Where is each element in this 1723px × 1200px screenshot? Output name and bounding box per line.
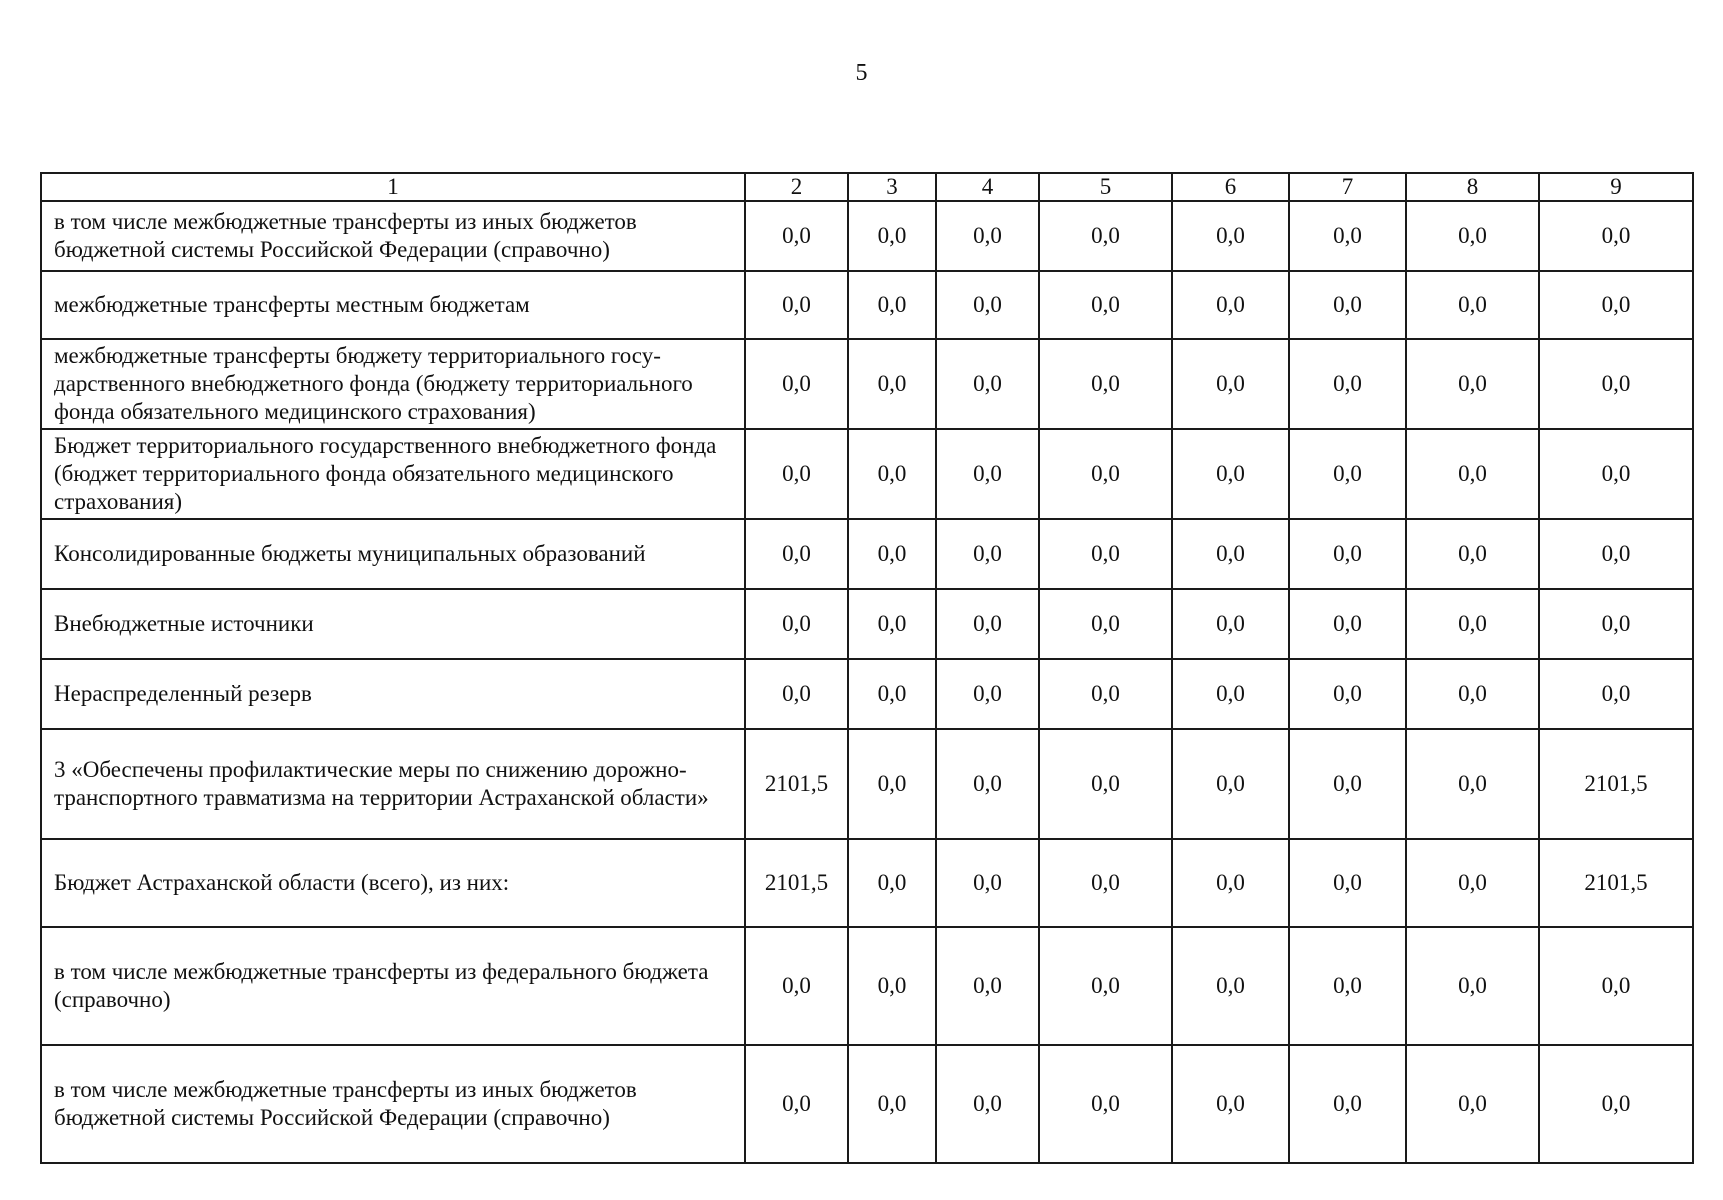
value-cell: 0,0	[936, 1045, 1039, 1163]
value-cell: 0,0	[1039, 839, 1172, 927]
value-cell: 0,0	[745, 589, 848, 659]
value-cell: 0,0	[936, 271, 1039, 339]
value-cell: 0,0	[1289, 201, 1406, 271]
value-cell: 0,0	[936, 339, 1039, 429]
row-label: Внебюджетные источники	[41, 589, 745, 659]
value-cell: 0,0	[1039, 729, 1172, 839]
value-cell: 0,0	[745, 519, 848, 589]
value-cell: 0,0	[848, 589, 936, 659]
value-cell: 0,0	[1172, 339, 1289, 429]
value-cell: 0,0	[1539, 339, 1693, 429]
value-cell: 0,0	[848, 201, 936, 271]
value-cell: 0,0	[848, 729, 936, 839]
page-number: 5	[855, 60, 868, 86]
value-cell: 2101,5	[1539, 839, 1693, 927]
value-cell: 0,0	[1289, 1045, 1406, 1163]
value-cell: 0,0	[1172, 729, 1289, 839]
value-cell: 0,0	[1289, 729, 1406, 839]
row-label: Бюджет территориального государственного внебюджетного фонда (бюджет территориального фонда обязательного медицинского страхования)	[41, 429, 745, 519]
value-cell: 0,0	[936, 589, 1039, 659]
value-cell: 0,0	[1039, 339, 1172, 429]
value-cell: 2101,5	[745, 839, 848, 927]
value-cell: 0,0	[1539, 201, 1693, 271]
row-label: Бюджет Астраханской области (всего), из них:	[41, 839, 745, 927]
value-cell: 0,0	[745, 339, 848, 429]
value-cell: 0,0	[848, 429, 936, 519]
value-cell: 0,0	[936, 729, 1039, 839]
row-label: межбюджетные трансферты местным бюджетам	[41, 271, 745, 339]
value-cell: 0,0	[1289, 659, 1406, 729]
row-label: Нераспределенный резерв	[41, 659, 745, 729]
table-row	[41, 519, 1693, 589]
table-row	[41, 659, 1693, 729]
value-cell: 0,0	[936, 839, 1039, 927]
row-label: в том числе межбюджетные трансферты из федерального бюджета (справочно)	[41, 927, 745, 1045]
table-row	[41, 201, 1693, 271]
table-row	[41, 729, 1693, 839]
value-cell: 0,0	[1539, 429, 1693, 519]
value-cell: 0,0	[1039, 589, 1172, 659]
column-header: 6	[1172, 173, 1289, 201]
value-cell: 0,0	[1539, 927, 1693, 1045]
value-cell: 0,0	[1406, 589, 1539, 659]
value-cell: 0,0	[848, 927, 936, 1045]
value-cell: 0,0	[1172, 519, 1289, 589]
row-label: Консолидированные бюджеты муниципальных образований	[41, 519, 745, 589]
value-cell: 0,0	[848, 659, 936, 729]
value-cell: 0,0	[1172, 839, 1289, 927]
value-cell: 0,0	[1039, 1045, 1172, 1163]
row-label: 3 «Обеспечены профилактические меры по снижению дорожно-транспортного травматизма на территории Астраханской области»	[41, 729, 745, 839]
value-cell: 0,0	[1172, 271, 1289, 339]
value-cell: 0,0	[1406, 271, 1539, 339]
budget-table	[40, 172, 1694, 1164]
row-label: межбюджетные трансферты бюджету территориального государственного внебюджетного фонда (бюджету территориального фонда обязательного медицинского страхования)	[41, 339, 745, 429]
value-cell: 0,0	[936, 519, 1039, 589]
table-row	[41, 429, 1693, 519]
value-cell: 0,0	[1406, 201, 1539, 271]
value-cell: 0,0	[848, 519, 936, 589]
table-row	[41, 589, 1693, 659]
value-cell: 0,0	[1039, 519, 1172, 589]
value-cell: 0,0	[1539, 519, 1693, 589]
table-row	[41, 839, 1693, 927]
row-label: в том числе межбюджетные трансферты из иных бюджетов бюджетной системы Российской Федерации (справочно)	[41, 1045, 745, 1163]
value-cell: 0,0	[1539, 271, 1693, 339]
table-row	[41, 1045, 1693, 1163]
value-cell: 0,0	[936, 659, 1039, 729]
value-cell: 0,0	[745, 429, 848, 519]
value-cell: 0,0	[848, 271, 936, 339]
value-cell: 0,0	[1406, 339, 1539, 429]
column-header: 3	[848, 173, 936, 201]
column-header: 9	[1539, 173, 1693, 201]
value-cell: 0,0	[848, 839, 936, 927]
value-cell: 0,0	[1039, 659, 1172, 729]
value-cell: 0,0	[1172, 429, 1289, 519]
value-cell: 2101,5	[1539, 729, 1693, 839]
table-row	[41, 271, 1693, 339]
column-number-row	[41, 173, 1693, 201]
value-cell: 0,0	[1289, 519, 1406, 589]
value-cell: 0,0	[1039, 201, 1172, 271]
value-cell: 0,0	[1172, 589, 1289, 659]
value-cell: 0,0	[1039, 429, 1172, 519]
table-row	[41, 339, 1693, 429]
column-header: 8	[1406, 173, 1539, 201]
value-cell: 0,0	[936, 927, 1039, 1045]
value-cell: 0,0	[1406, 839, 1539, 927]
value-cell: 0,0	[848, 1045, 936, 1163]
table-row	[41, 927, 1693, 1045]
value-cell: 0,0	[1289, 339, 1406, 429]
value-cell: 0,0	[848, 339, 936, 429]
value-cell: 0,0	[1289, 271, 1406, 339]
value-cell: 0,0	[1039, 927, 1172, 1045]
value-cell: 0,0	[1539, 589, 1693, 659]
value-cell: 0,0	[1289, 589, 1406, 659]
value-cell: 0,0	[1406, 519, 1539, 589]
value-cell: 0,0	[1539, 1045, 1693, 1163]
value-cell: 0,0	[1039, 271, 1172, 339]
value-cell: 0,0	[1289, 927, 1406, 1045]
value-cell: 0,0	[1406, 429, 1539, 519]
column-header: 1	[41, 173, 745, 201]
value-cell: 0,0	[1539, 659, 1693, 729]
value-cell: 0,0	[745, 201, 848, 271]
value-cell: 0,0	[936, 429, 1039, 519]
value-cell: 0,0	[1406, 729, 1539, 839]
column-header: 2	[745, 173, 848, 201]
value-cell: 2101,5	[745, 729, 848, 839]
value-cell: 0,0	[1172, 927, 1289, 1045]
value-cell: 0,0	[1172, 201, 1289, 271]
value-cell: 0,0	[745, 271, 848, 339]
value-cell: 0,0	[745, 659, 848, 729]
value-cell: 0,0	[745, 1045, 848, 1163]
column-header: 7	[1289, 173, 1406, 201]
value-cell: 0,0	[745, 927, 848, 1045]
value-cell: 0,0	[936, 201, 1039, 271]
value-cell: 0,0	[1406, 1045, 1539, 1163]
value-cell: 0,0	[1289, 429, 1406, 519]
value-cell: 0,0	[1289, 839, 1406, 927]
value-cell: 0,0	[1172, 659, 1289, 729]
column-header: 4	[936, 173, 1039, 201]
row-label: в том числе межбюджетные трансферты из иных бюджетов бюджетной системы Российской Федерации (справочно)	[41, 201, 745, 271]
value-cell: 0,0	[1172, 1045, 1289, 1163]
value-cell: 0,0	[1406, 927, 1539, 1045]
column-header: 5	[1039, 173, 1172, 201]
value-cell: 0,0	[1406, 659, 1539, 729]
